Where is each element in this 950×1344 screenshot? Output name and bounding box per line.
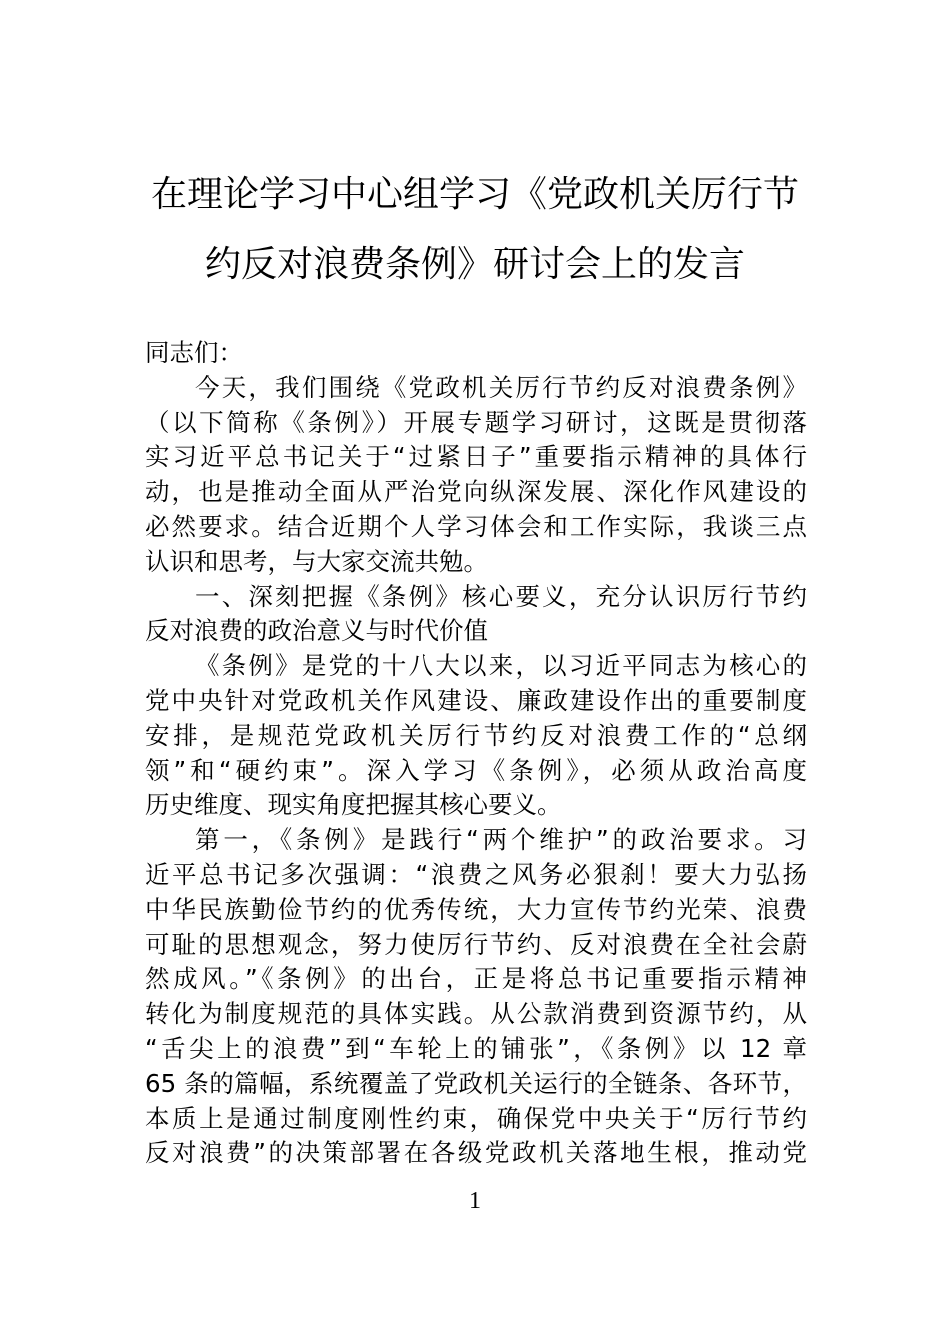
text-line: 第一，《条例》是践行“两个维护”的政治要求。习 [195,825,807,855]
text-line: 实习近平总书记关于“过紧日子”重要指示精神的具体行 [145,442,807,472]
text-line: 党中央针对党政机关作风建设、廉政建设作出的重要制度 [145,685,807,715]
text-line: 今天，我们围绕《党政机关厉行节约反对浪费条例》 [195,372,807,402]
text-line: 反对浪费的政治意义与时代价值 [145,616,488,646]
text-line: 可耻的思想观念，努力使厉行节约、反对浪费在全社会蔚 [145,929,807,959]
text-line: 近平总书记多次强调：“浪费之风务必狠刹！要大力弘扬 [145,859,807,889]
text-line: 同志们： [145,338,243,367]
text-line: 一、深刻把握《条例》核心要义，充分认识厉行节约 [195,581,807,611]
document-body [145,336,807,1171]
paragraph [145,336,807,371]
text-line: 领”和“硬约束”。深入学习《条例》，必须从政治高度 [145,755,807,785]
text-line: 《条例》是党的十八大以来，以习近平同志为核心的 [195,651,807,681]
text-line: 安排，是规范党政机关厉行节约反对浪费工作的“总纲 [145,720,807,750]
document-title [0,160,950,300]
text-line: 本质上是通过制度刚性约束，确保党中央关于“厉行节约 [145,1103,807,1133]
title-line-1: 在理论学习中心组学习《党政机关厉行节 [150,174,799,215]
text-line: 反对浪费”的决策部署在各级党政机关落地生根，推动党 [145,1138,807,1168]
paragraph [145,371,807,580]
text-line: 必然要求。结合近期个人学习体会和工作实际，我谈三点 [145,511,807,541]
paragraph [145,649,807,823]
paragraph [145,823,807,1171]
text-line: 动，也是推动全面从严治党向纵深发展、深化作风建设的 [145,477,807,507]
text-line: 中华民族勤俭节约的优秀传统，大力宣传节约光荣、浪费 [145,894,807,924]
text-line: 65 条的篇幅，系统覆盖了党政机关运行的全链条、各环节， [145,1068,807,1098]
page-number: 1 [469,1188,481,1214]
text-line: 认识和思考，与大家交流共勉。 [145,546,488,576]
paragraph [145,580,807,650]
text-line: “舌尖上的浪费”到“车轮上的铺张”，《条例》以 12 章 [145,1033,807,1063]
text-line: 然成风。”《条例》的出台，正是将总书记重要指示精神 [145,964,807,994]
text-line: （以下简称《条例》）开展专题学习研讨，这既是贯彻落 [145,407,807,437]
text-line: 转化为制度规范的具体实践。从公款消费到资源节约，从 [145,999,807,1029]
title-line-2: 约反对浪费条例》研讨会上的发言 [204,244,745,285]
text-line: 历史维度、现实角度把握其核心要义。 [145,790,562,820]
